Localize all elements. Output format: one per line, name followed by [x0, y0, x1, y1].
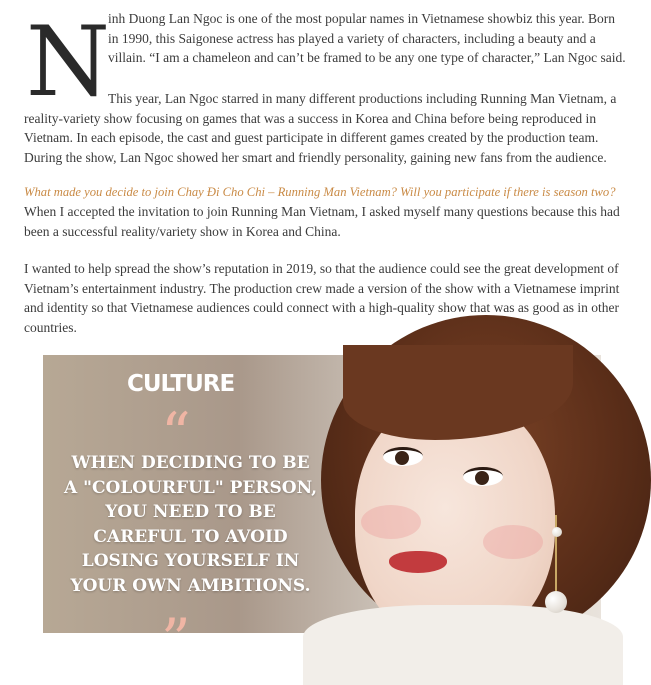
right-eye	[463, 467, 503, 486]
interview-answer-2: I wanted to help spread the show’s reputation in 2019, so that the audience could see the great development of Vietnam’s entertainment industry. The production crew made a version of the show with a Vietnamese imprint and identity so that Vietnamese audiences could connect with a high-quality show that was as good as in other countries.	[24, 261, 620, 335]
lips	[389, 551, 447, 573]
pull-quote: WHEN DECIDING TO BE A "COLOURFUL" PERSON, YOU NEED TO BE CAREFUL TO AVOID LOSING YOURSELF IN YOUR OWN AMBITIONS.	[64, 453, 317, 596]
paragraph-running-man-text: This year, Lan Ngoc starred in many different productions including Running Man Vietnam, a reality-variety show focusing on games that was a success in Korea and China before being reproduced in Vietnam. In each episode, the cast and guest participate in different games created by the production team. During the show, Lan Ngoc showed her smart and friendly personality, gaining new fans from the audience.	[24, 91, 617, 165]
left-eye	[383, 447, 423, 466]
paragraph-intro: inh Duong Lan Ngoc is one of the most popular names in Vietnamese showbiz this year. Born in 1990, this Saigonese actress has played a variety of characters, including a beauty and a villain. “I am a chameleon and can’t be framed to be any one type of character,” Lan Ngoc said.	[108, 11, 626, 65]
interview-question: What made you decide to join Chay Đi Cho Chi – Running Man Vietnam? Will you participate if there is season two?	[24, 185, 616, 199]
culture-logo: CULTURE	[127, 371, 235, 397]
earring-pearl	[545, 591, 567, 613]
interview-answer-1: When I accepted the invitation to join Running Man Vietnam, I asked myself many questions because this had been a successful reality/variety show in Korea and China.	[24, 204, 620, 239]
right-cheek	[483, 525, 543, 559]
drop-cap: N	[26, 6, 110, 118]
paragraph-running-man	[24, 89, 628, 167]
portrait-photo	[43, 355, 601, 674]
left-cheek	[361, 505, 421, 539]
shoulder	[303, 605, 623, 685]
open-quote-icon: “	[161, 400, 191, 468]
earring-small-pearl	[552, 527, 562, 537]
close-quote-icon: ”	[161, 606, 191, 674]
